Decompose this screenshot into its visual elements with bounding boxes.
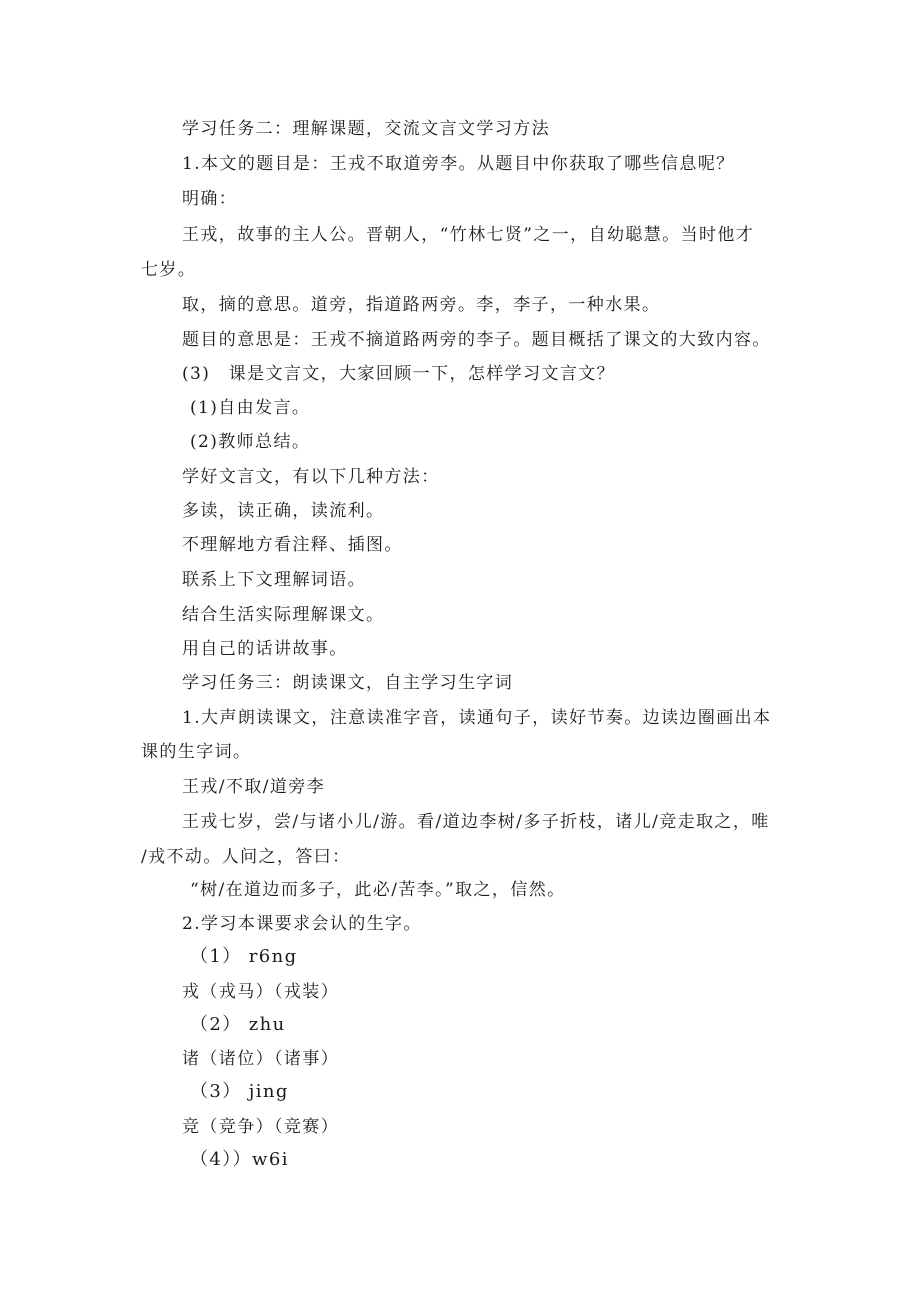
paragraph-line: 题目的意思是：王戎不摘道路两旁的李子。题目概括了课文的大致内容。 xyxy=(182,330,771,350)
text-body-segmented: “树/在道边而多子，此必/苦李。”取之，信然。 xyxy=(190,880,566,900)
question-1: 1.本文的题目是：王戎不取道旁李。从题目中你获取了哪些信息呢？ xyxy=(182,154,735,174)
vocab-item: 竞（竞争）（竞赛） xyxy=(182,1117,340,1137)
paragraph-line: 2.学习本课要求会认的生字。 xyxy=(182,914,422,934)
list-item: 多读，读正确，读流利。 xyxy=(182,501,385,521)
text-body-segmented: 王戎七岁，尝/与诸小儿/游。看/道边李树/多子折枝，诸儿/竞走取之，唯 xyxy=(182,812,770,832)
list-item: 用自己的话讲故事。 xyxy=(182,639,348,659)
list-item: (2)教师总结。 xyxy=(190,432,311,452)
vocab-item: 诸（诸位）（诸事） xyxy=(182,1049,340,1069)
pinyin-item: （2） zhu xyxy=(190,1014,286,1035)
vocab-item: 戎（戎马）（戎装） xyxy=(182,982,340,1002)
list-item: 联系上下文理解词语。 xyxy=(182,570,366,590)
task-two-heading: 学习任务二：理解课题，交流文言文学习方法 xyxy=(182,119,550,139)
paragraph-line: 王戎，故事的主人公。晋朝人，“竹林七贤”之一，自幼聪慧。当时他才 xyxy=(182,225,755,245)
question-3: (3) 课是文言文，大家回顾一下，怎样学习文言文？ xyxy=(182,364,616,384)
paragraph-line: 1.大声朗读课文，注意读准字音，读通句子，读好节奏。边读边圈画出本 xyxy=(182,708,772,728)
list-item: (1)自由发言。 xyxy=(190,398,311,418)
task-three-heading: 学习任务三：朗读课文，自主学习生字词 xyxy=(182,673,514,693)
text-body-segmented: /戎不动。人问之，答曰： xyxy=(141,847,351,867)
pinyin-item: （4））w6i xyxy=(190,1149,289,1170)
list-item: 结合生活实际理解课文。 xyxy=(182,605,385,625)
list-item: 不理解地方看注释、插图。 xyxy=(182,535,403,555)
paragraph-line: 取，摘的意思。道旁，指道路两旁。李，李子，一种水果。 xyxy=(182,295,661,315)
text-title-segmented: 王戎/不取/道旁李 xyxy=(182,777,326,797)
paragraph-line: 课的生字词。 xyxy=(141,742,252,762)
paragraph-line: 七岁。 xyxy=(141,260,197,280)
pinyin-item: （3） jing xyxy=(190,1081,289,1102)
clarify-label: 明确： xyxy=(182,189,238,209)
pinyin-item: （1） r6ng xyxy=(190,946,298,967)
paragraph-line: 学好文言文，有以下几种方法： xyxy=(182,467,440,487)
